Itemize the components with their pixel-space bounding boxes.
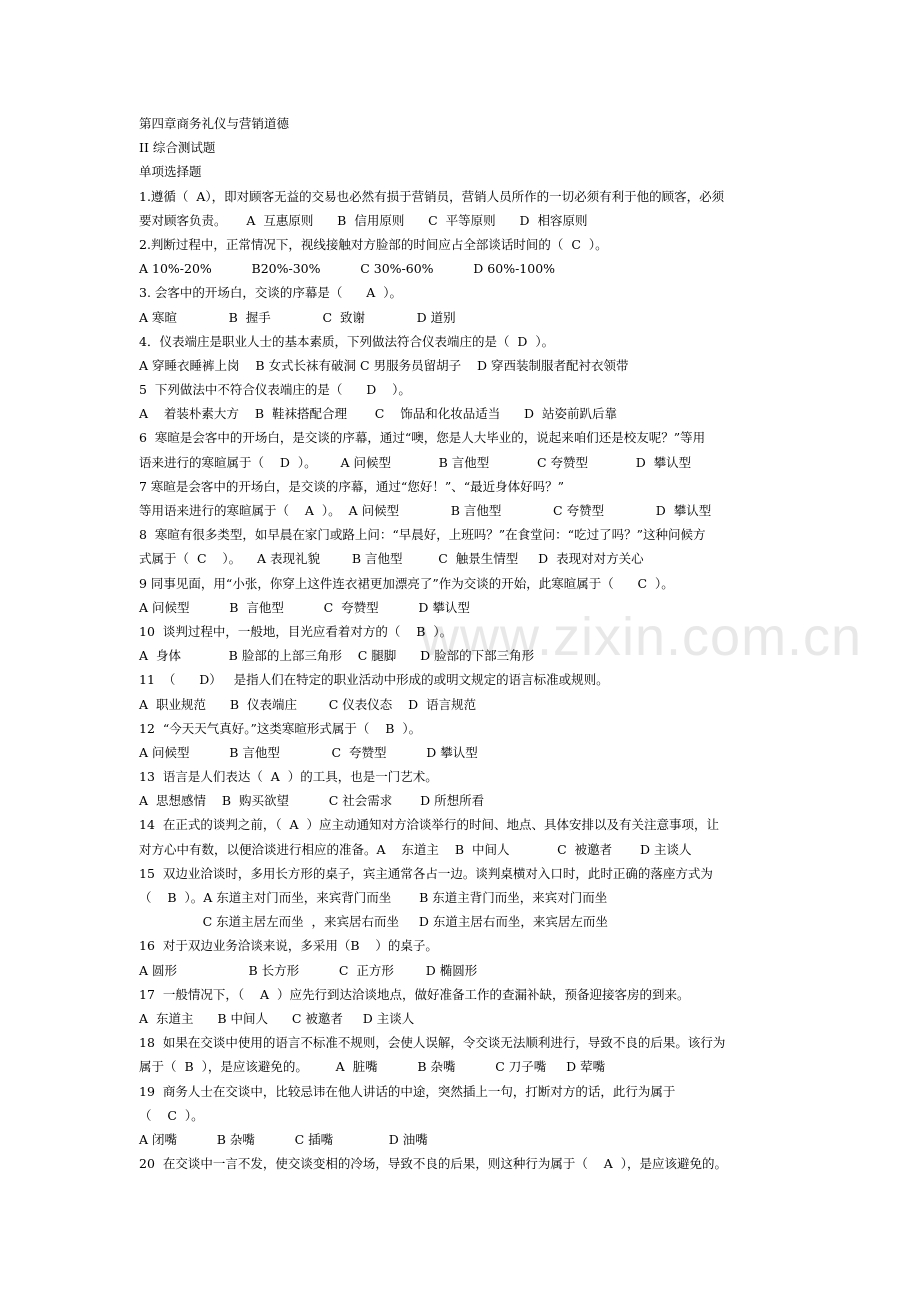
question-line: 属于（ B ），是应该避免的。 A 脏嘴 B 杂嘴 C 刀子嘴 D 荤嘴 [139,1059,606,1075]
question-line: A 闭嘴 B 杂嘴 C 插嘴 D 油嘴 [139,1131,428,1147]
question-line: 12 “今天天气真好。”这类寒暄形式属于（ B ）。 [139,720,422,736]
question-line: 7 寒暄是会客中的开场白，是交谈的序幕，通过“您好！”、“最近身体好吗？” [139,478,564,494]
question-line: （ B ）。A 东道主对门而坐，来宾背门而坐 B 东道主背门而坐，来宾对门而坐 [139,890,608,905]
question-text-block [139,112,789,1176]
chapter-title: 第四章商务礼仪与营销道德 [139,116,290,131]
question-line: （ C ）。 [139,1107,204,1123]
question-line: 9 同事见面，用“小张，你穿上这件连衣裙更加漂亮了”作为交谈的开始，此寒暄属于（ C ）。 [139,575,674,591]
question-line: 6 寒暄是会客中的开场白，是交谈的序幕，通过“噢，您是人大毕业的，说起来咱们还是校友呢？”等用 [139,430,706,446]
question-line: 11 （ D） 是指人们在特定的职业活动中形成的或明文规定的语言标准或规则。 [139,672,609,688]
question-line: 3. 会客中的开场白，交谈的序幕是（ A ）。 [139,285,402,301]
question-line: 8 寒暄有很多类型，如早晨在家门或路上问：“早晨好，上班吗？”在食堂问：“吃过了吗？”这种问候方 [139,527,706,543]
question-line: A 问候型 B 言他型 C 夸赞型 D 攀认型 [139,599,470,615]
question-line: C 东道主居左而坐 ，来宾居右而坐 D 东道主居右而坐，来宾居左而坐 [139,914,608,930]
question-line: A 问候型 B 言他型 C 夸赞型 D 攀认型 [139,744,478,760]
watermark: www.zixin.com.cn [420,607,863,667]
question-line: A 思想感情 B 购买欲望 C 社会需求 D 所想所看 [139,793,485,809]
section-subtitle: 单项选择题 [139,164,202,180]
question-line: 18 如果在交谈中使用的语言不标准不规则，会使人误解，令交谈无法顺利进行，导致不良的后果。该行为 [139,1035,726,1051]
question-line: 要对顾客负责。 A 互惠原则 B 信用原则 C 平等原则 D 相容原则 [139,212,588,228]
question-line: 5 下列做法中不符合仪表端庄的是（ D ）。 [139,382,411,398]
question-line: 语来进行的寒暄属于（ D ）。 A 问候型 B 言他型 C 夸赞型 D 攀认型 [139,454,692,470]
question-line: 式属于（ C ）。 A 表现礼貌 B 言他型 C 触景生情型 D 表现对对方关心 [139,551,644,567]
question-line: 20 在交谈中一言不发，使交谈变相的冷场，导致不良的后果，则这种行为属于（ A ），是应该避免的。 [139,1156,727,1172]
question-line: 16 对于双边业务洽谈来说，多采用（B ）的桌子。 [139,938,438,954]
question-line: 14 在正式的谈判之前，（ A ）应主动通知对方洽谈举行的时间、地点、具体安排以及有关注意事项，让 [139,817,720,833]
question-line: A 10%-20% B20%-30% C 30%-60% D 60%-100% [139,261,556,277]
question-line: 17 一般情况下，（ A ）应先行到达洽谈地点，做好准备工作的查漏补缺，预备迎接客房的到来。 [139,986,690,1002]
question-line: A 职业规范 B 仪表端庄 C 仪表仪态 D 语言规范 [139,696,477,712]
question-line: 等用语来进行的寒暄属于（ A ）。 A 问候型 B 言他型 C 夸赞型 D 攀认型 [139,503,712,518]
question-line: 4．仪表端庄是职业人士的基本素质，下列做法符合仪表端庄的是（ D ）。 [139,333,555,349]
question-line: A 圆形 B 长方形 C 正方形 D 椭圆形 [139,962,478,978]
question-line: A 身体 B 脸部的上部三角形 C 腿脚 D 脸部的下部三角形 [139,648,535,664]
question-line: A 东道主 B 中间人 C 被邀者 D 主谈人 [139,1010,415,1026]
question-line: 10 谈判过程中，一般地，目光应看着对方的（ B ）。 [139,623,453,639]
question-line: 19 商务人士在交谈中，比较忌讳在他人讲话的中途，突然插上一句，打断对方的话，此行为属于 [139,1083,676,1099]
question-line: 对方心中有数，以便洽谈进行相应的准备。A 东道主 B 中间人 C 被邀者 D 主谈人 [139,841,692,857]
question-line: 2.判断过程中，正常情况下，视线接触对方脸部的时间应占全部谈话时间的（ C ）。 [139,236,608,252]
question-line: 13 语言是人们表达（ A ）的工具，也是一门艺术。 [139,769,438,785]
question-line: A 着装朴素大方 B 鞋袜搭配合理 C 饰品和化妆品适当 D 站姿前趴后靠 [139,406,618,422]
question-line: 1.遵循（ A），即对顾客无益的交易也必然有损于营销员，营销人员所作的一切必须有利于他的顾客，必须 [139,188,725,204]
question-line: A 寒暄 B 握手 C 致谢 D 道别 [139,309,456,325]
question-line: A 穿睡衣睡裤上岗 B 女式长袜有破洞 C 男服务员留胡子 D 穿西装制服者配衬衣领带 [139,357,629,373]
section-title: II 综合测试题 [139,140,216,156]
question-line: 15 双边业洽谈时，多用长方形的桌子，宾主通常各占一边。谈判桌横对入口时，此时正确的落座方式为 [139,865,713,881]
